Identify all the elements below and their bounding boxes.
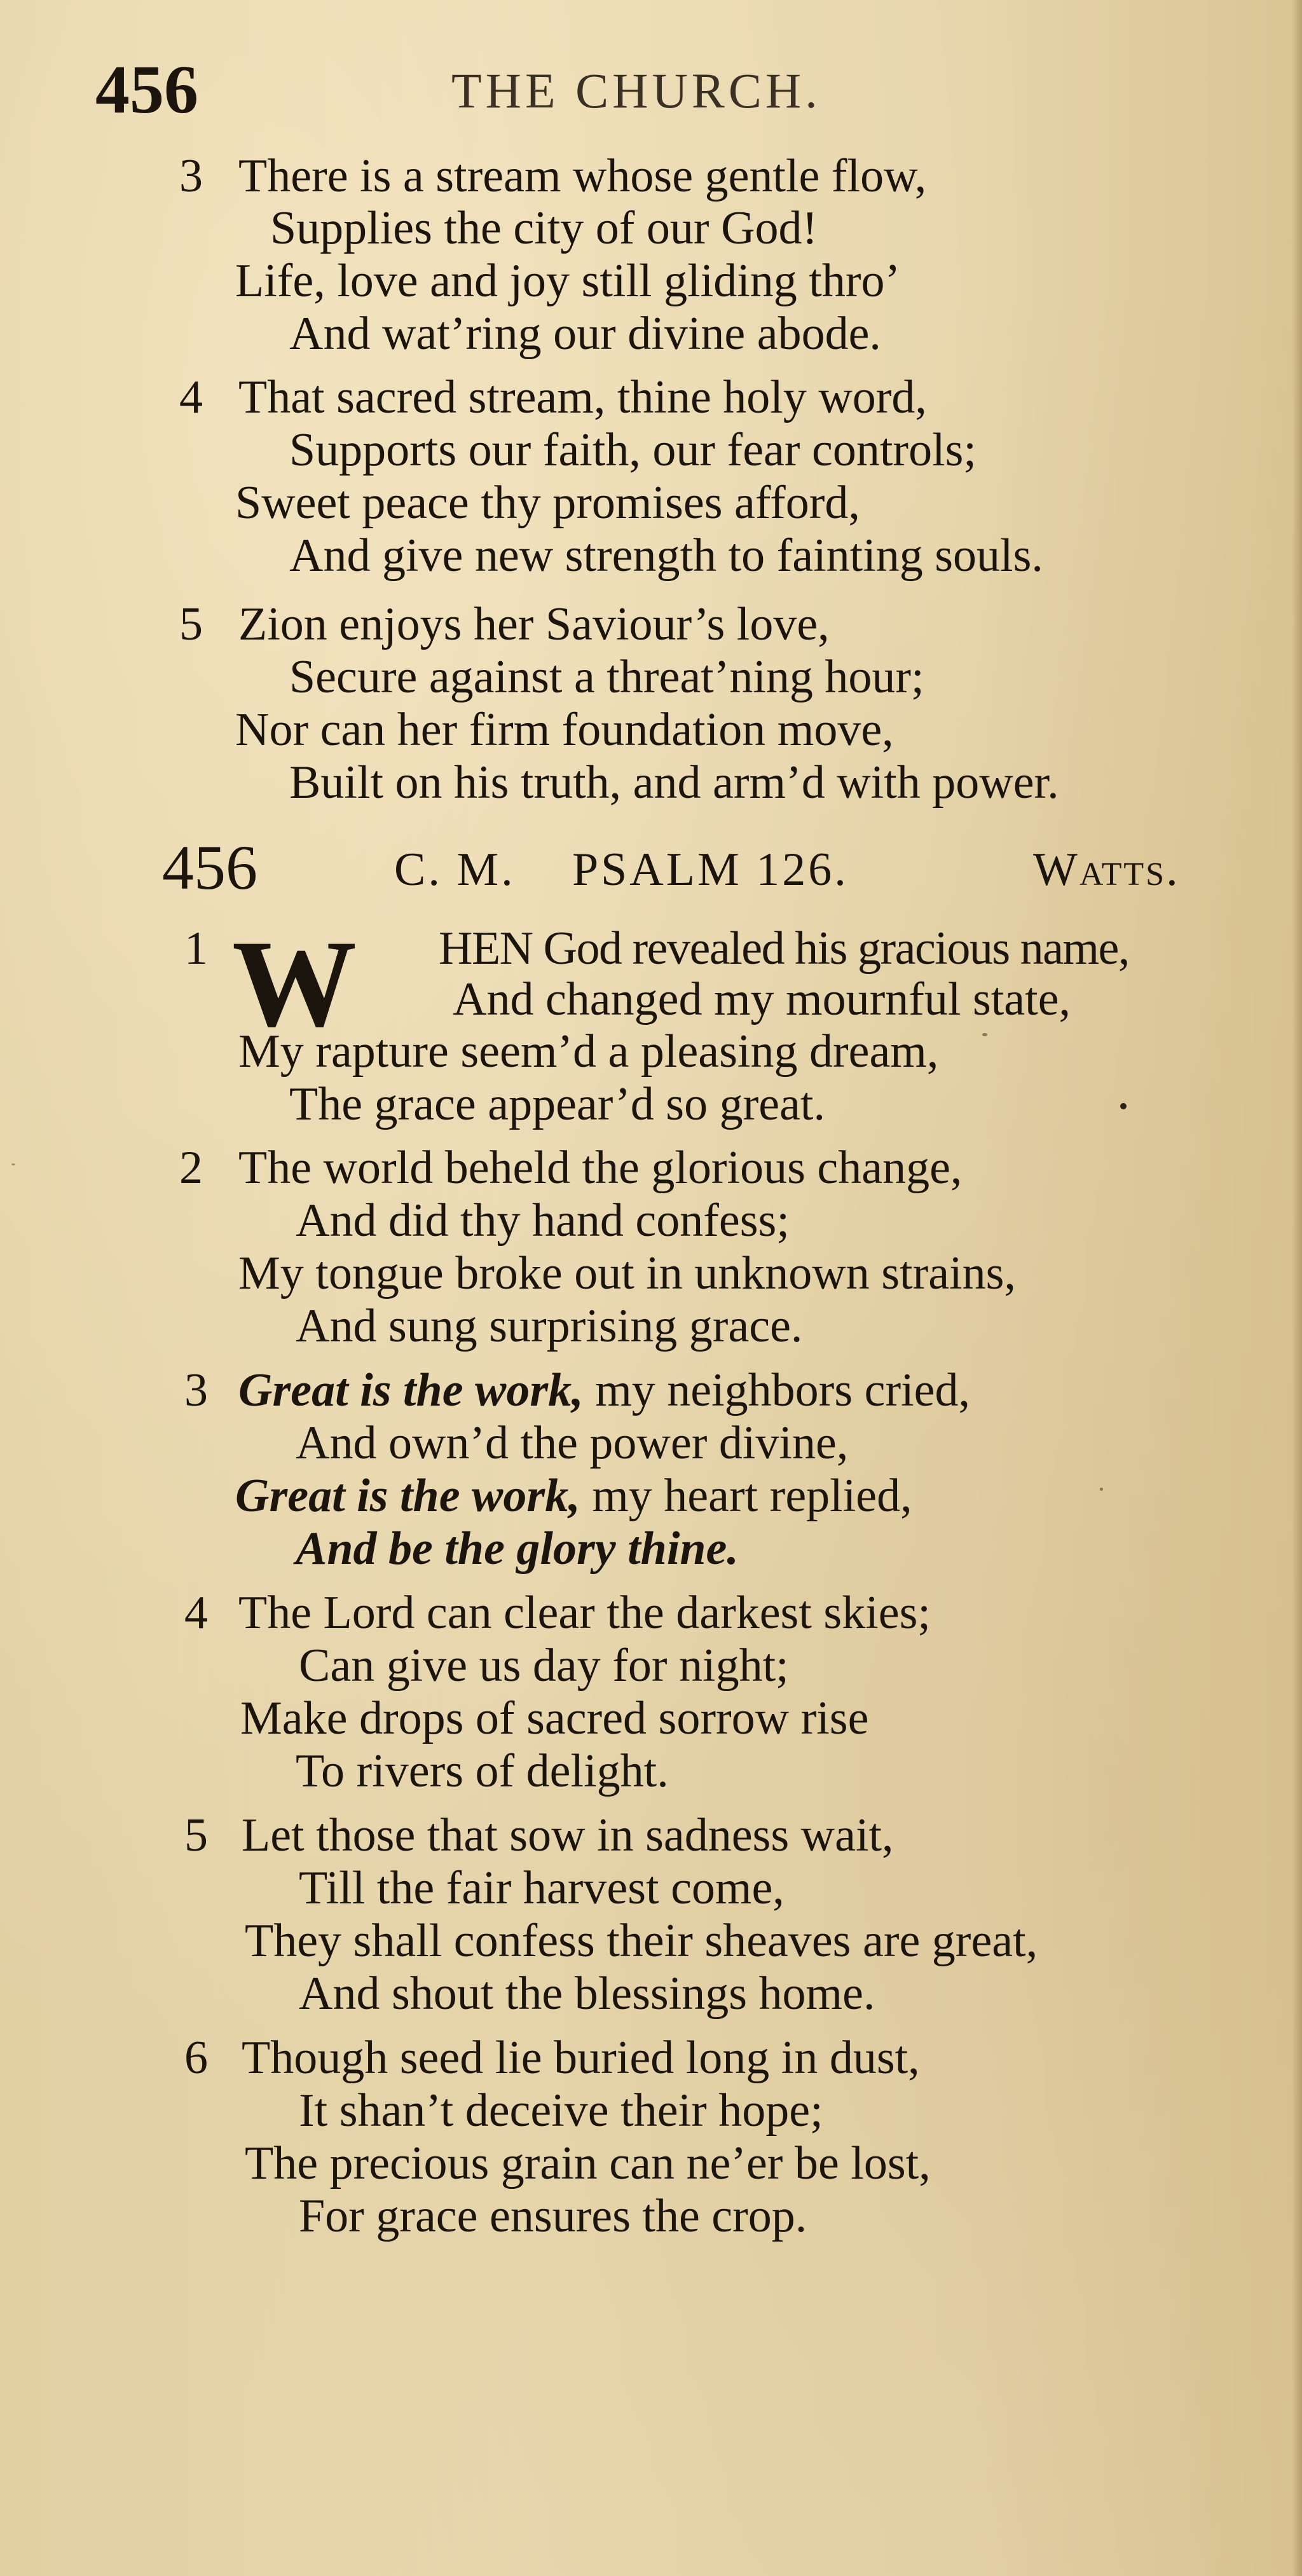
stanza-number: 5 <box>184 1809 208 1861</box>
stanza-line: The world beheld the glorious change, <box>238 1142 963 1194</box>
stanza-line: Though seed lie buried long in dust, <box>242 2032 920 2084</box>
stanza-line: The grace appear’d so great. <box>289 1078 825 1130</box>
stanza-line: And changed my mournful state, <box>453 973 1071 1025</box>
italic-phrase: Great is the work, <box>235 1470 580 1522</box>
stanza-line: And sung surprising grace. <box>296 1300 803 1352</box>
stanza-line: Nor can her firm foundation move, <box>235 704 894 756</box>
stanza-line: Supports our faith, our fear controls; <box>289 424 976 476</box>
stanza-line: It shan’t deceive their hope; <box>299 2085 823 2137</box>
ink-speck <box>1100 1488 1103 1491</box>
stanza-line: My tongue broke out in unknown strains, <box>238 1247 1016 1299</box>
stanza-line: HEN God revealed his gracious name, <box>439 922 1129 975</box>
line-text: my heart replied, <box>580 1470 912 1522</box>
stanza-line: Secure against a threat’ning hour; <box>289 651 924 703</box>
stanza-line: Supplies the city of our God! <box>270 202 818 254</box>
stanza-line: Let those that sow in sadness wait, <box>242 1809 894 1861</box>
stanza-line: And shout the blessings home. <box>299 1968 875 2020</box>
drop-cap: W <box>232 915 357 1053</box>
stanza-number: 1 <box>184 922 208 975</box>
ink-speck <box>1120 1103 1127 1109</box>
italic-phrase: And be the glory thine. <box>296 1523 739 1575</box>
ink-speck <box>982 1033 987 1036</box>
stanza-number: 2 <box>179 1142 203 1194</box>
page-number: 456 <box>95 52 198 128</box>
line-text: my neighbors cried, <box>583 1364 971 1416</box>
stanza-line: To rivers of delight. <box>296 1745 669 1797</box>
stanza-line: There is a stream whose gentle flow, <box>238 150 927 202</box>
hymn-meter: C. M. <box>394 844 516 896</box>
stanza-line: Can give us day for night; <box>299 1640 789 1692</box>
stanza-line: Make drops of sacred sorrow rise <box>240 1692 869 1744</box>
hymn-heading <box>0 832 1302 906</box>
stanza-line: Sweet peace thy promises afford, <box>235 477 860 529</box>
stanza-line: The precious grain can ne’er be lost, <box>245 2137 931 2189</box>
stanza-number: 6 <box>184 2032 208 2084</box>
stanza-line: They shall confess their sheaves are great, <box>245 1915 1038 1967</box>
stanza-line: Zion enjoys her Saviour’s love, <box>238 598 830 650</box>
stanza-line: For grace ensures the crop. <box>299 2190 807 2242</box>
stanza-line: And wat’ring our divine abode. <box>289 308 881 360</box>
stanza-line <box>238 1364 971 1416</box>
running-title: THE CHURCH. <box>451 63 821 118</box>
stanza-line: Till the fair harvest come, <box>299 1862 785 1914</box>
stanza-line <box>296 1523 739 1575</box>
page-header <box>95 52 1271 139</box>
stanza-line: Built on his truth, and arm’d with power. <box>289 757 1059 809</box>
stanza-number: 4 <box>184 1587 208 1639</box>
stanza-line <box>235 1470 912 1522</box>
stanza-number: 3 <box>179 150 203 202</box>
stanza-line: And did thy hand confess; <box>296 1195 790 1247</box>
ink-speck <box>11 1163 15 1165</box>
hymn-author: Watts. <box>1033 844 1180 896</box>
stanza-line: My rapture seem’d a pleasing dream, <box>238 1025 939 1078</box>
stanza-line: And own’d the power divine, <box>296 1417 849 1469</box>
page-edge-shadow <box>1292 0 1302 2576</box>
stanza-number: 4 <box>179 371 203 423</box>
stanza-number: 5 <box>179 598 203 650</box>
hymn-number: 456 <box>162 832 257 903</box>
italic-phrase: Great is the work, <box>238 1364 584 1416</box>
stanza-line: The Lord can clear the darkest skies; <box>238 1587 931 1639</box>
stanza-line: Life, love and joy still gliding thro’ <box>235 255 901 307</box>
stanza-line: That sacred stream, thine holy word, <box>238 371 927 423</box>
stanza-line: And give new strength to fainting souls. <box>289 530 1043 582</box>
stanza-number: 3 <box>184 1364 208 1416</box>
hymn-psalm: PSALM 126. <box>572 844 849 896</box>
